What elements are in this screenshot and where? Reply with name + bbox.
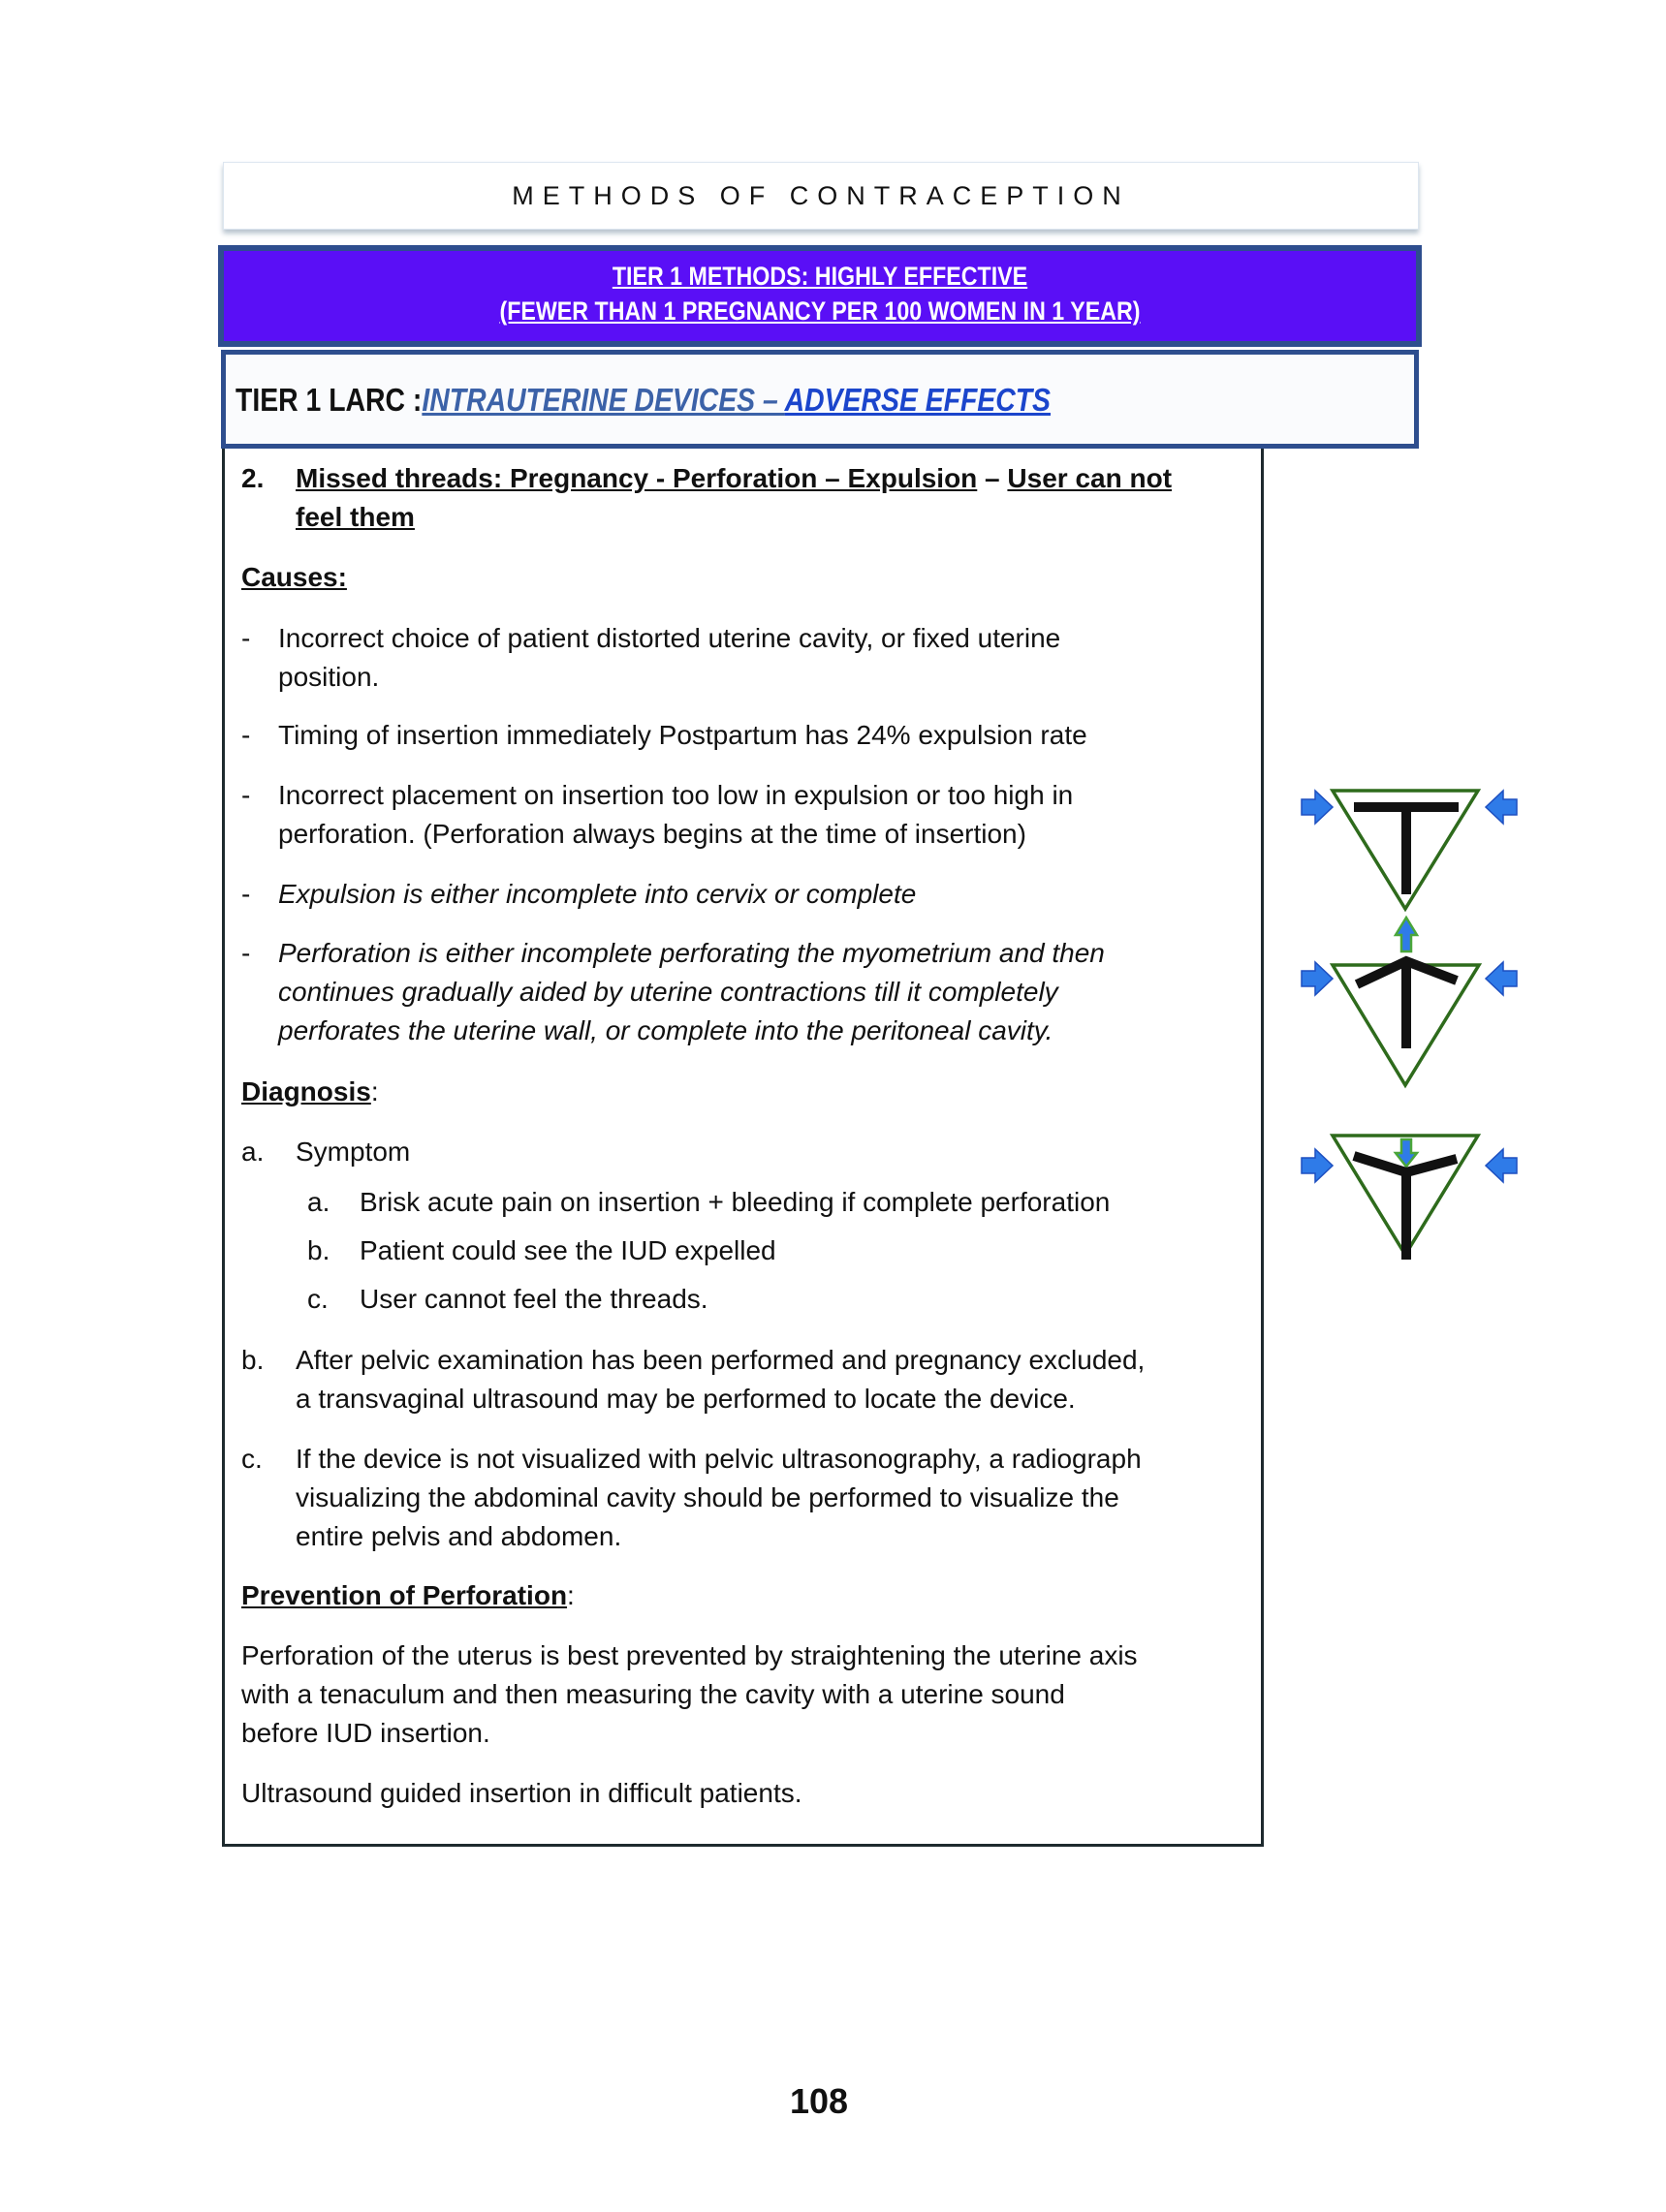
prevention-note: Ultrasound guided insertion in difficult patients. [241, 1778, 802, 1808]
causes-heading: Causes: [241, 562, 347, 592]
list-marker: c. [307, 1284, 329, 1314]
document-header [223, 162, 1419, 230]
arrow-left-icon [1486, 962, 1517, 995]
prevention-paragraph: Perforation of the uterus is best prevented by straightening the uterine axis with a tenaculum and then measuring the cavity with a uterine sound before IUD insertion. [241, 1640, 1138, 1748]
item-number: 2. [241, 463, 265, 493]
arrow-down-icon [1396, 1139, 1417, 1167]
iud-normal-figure [1302, 791, 1517, 909]
cause-2: Timing of insertion immediately Postpartum has 24% expulsion rate [278, 720, 1087, 750]
document-title: METHODS OF CONTRACEPTION [512, 180, 1130, 210]
symptom-item: Brisk acute pain on insertion + bleeding if complete perforation [360, 1187, 1111, 1217]
list-marker: b. [241, 1345, 265, 1375]
prevention-heading: Prevention of Perforation: [241, 1580, 575, 1610]
arrow-right-icon [1302, 791, 1333, 824]
bullet-dash: - [241, 720, 251, 750]
diagnosis-b: After pelvic examination has been performed and pregnancy excluded, a transvaginal ultrasound may be performed to locate the device. [296, 1345, 1146, 1414]
tier-banner-line2: (FEWER THAN 1 PREGNANCY PER 100 WOMEN IN 1 YEAR) [499, 296, 1141, 326]
page-number: 108 [789, 2081, 849, 2121]
list-marker: c. [241, 1444, 263, 1474]
arrow-up-icon [1396, 918, 1417, 951]
item-title: Missed threads: Pregnancy - Perforation – Expulsion – User can not [296, 463, 1173, 493]
diagnosis-symptom: Symptom [296, 1137, 411, 1167]
cause-4: Expulsion is either incomplete into cervix or complete [278, 879, 917, 909]
arrow-right-icon [1302, 1149, 1333, 1182]
cause-1: Incorrect choice of patient distorted uterine cavity, or fixed uterine position. [278, 623, 1061, 692]
iud-diagram [1260, 756, 1522, 1298]
tier-banner [218, 245, 1422, 347]
section-link-iud[interactable]: INTRAUTERINE DEVICES – [422, 382, 785, 418]
bullet-dash: - [241, 879, 251, 909]
symptom-item: User cannot feel the threads. [360, 1284, 708, 1314]
diagnosis-heading: Diagnosis: [241, 1076, 379, 1106]
arrow-left-icon [1486, 791, 1517, 824]
iud-upward-figure [1302, 918, 1517, 1085]
bullet-dash: - [241, 780, 251, 810]
tier-banner-line1: TIER 1 METHODS: HIGHLY EFFECTIVE [612, 262, 1028, 291]
section-heading-box [221, 350, 1419, 449]
symptom-item: Patient could see the IUD expelled [360, 1235, 776, 1265]
arrow-left-icon [1486, 1149, 1517, 1182]
list-marker: a. [241, 1137, 265, 1167]
list-marker: b. [307, 1235, 330, 1265]
cause-3: Incorrect placement on insertion too low in expulsion or too high in perforation. (Perforation always begins at the time of insertion) [278, 780, 1074, 849]
item-title-cont: feel them [296, 502, 415, 532]
cause-5: Perforation is either incomplete perforating the myometrium and then continues gradually aided by uterine contractions till it completely perforates the uterine wall, or complete into the peritoneal cavity. [278, 938, 1105, 1045]
bullet-dash: - [241, 623, 251, 653]
iud-downward-figure [1302, 1136, 1517, 1260]
section-prefix: TIER 1 LARC : [236, 382, 423, 418]
section-link-adverse-effects[interactable]: ADVERSE EFFECTS [784, 382, 1051, 418]
bullet-dash: - [241, 938, 251, 968]
diagnosis-c: If the device is not visualized with pelvic ultrasonography, a radiograph visualizing the abdominal cavity should be performed to visualize the entire pelvis and abdomen. [296, 1444, 1142, 1551]
arrow-right-icon [1302, 962, 1333, 995]
list-marker: a. [307, 1187, 330, 1217]
